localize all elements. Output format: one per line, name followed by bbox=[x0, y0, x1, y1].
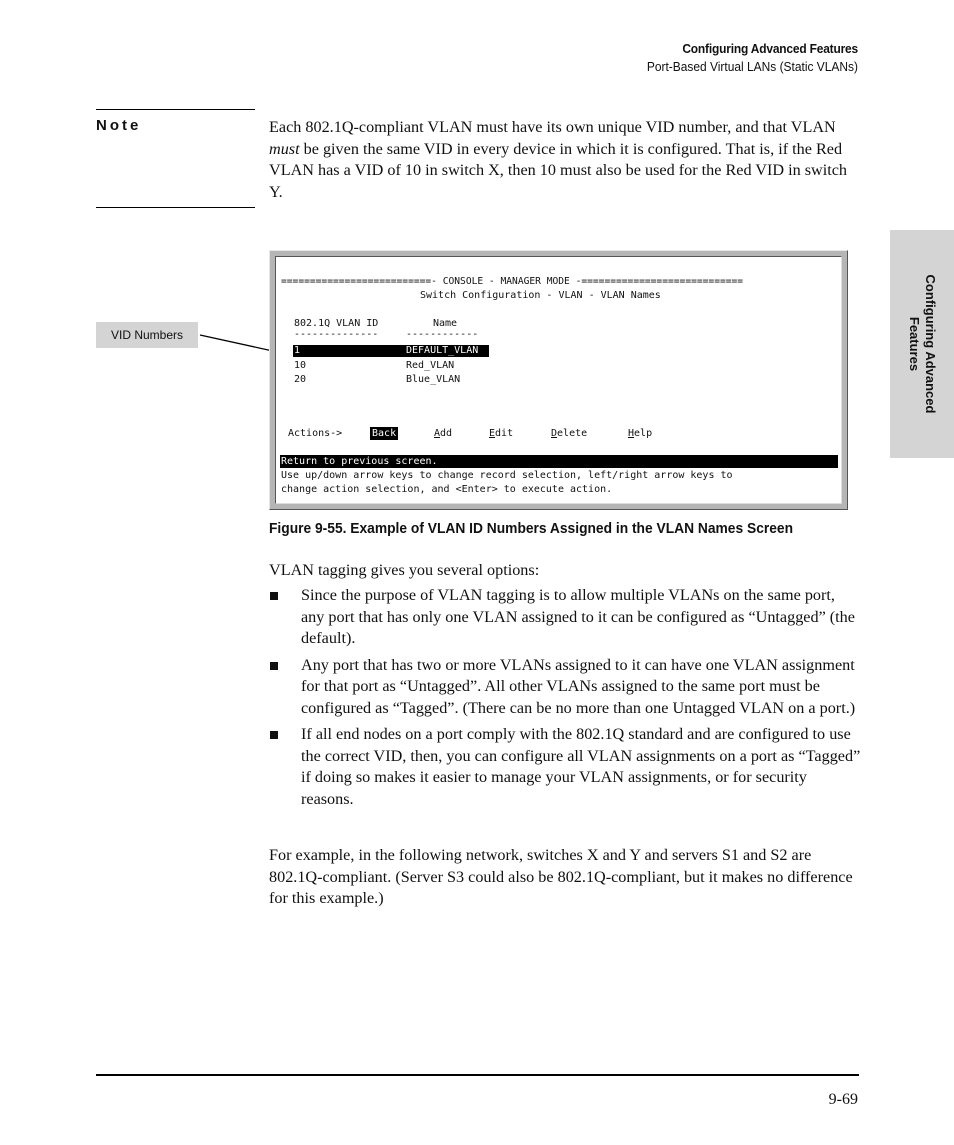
page-number: 9-69 bbox=[828, 1091, 858, 1108]
side-tab-line-1: Configuring Advanced bbox=[923, 274, 938, 414]
note-text-before: Each 802.1Q-compliant VLAN must have its own unique VID number, and that VLAN bbox=[269, 118, 836, 136]
console-subtitle: Switch Configuration - VLAN - VLAN Names bbox=[420, 290, 661, 301]
vlan-row-2-id[interactable]: 10 bbox=[294, 360, 307, 371]
action-delete-hotkey: D bbox=[551, 428, 558, 439]
note-text-emphasis: must bbox=[269, 139, 300, 158]
action-add-hotkey: A bbox=[434, 428, 441, 439]
action-help-button[interactable] bbox=[628, 427, 652, 441]
column-header-vlan-id: 802.1Q VLAN ID bbox=[294, 318, 379, 329]
intro-paragraph: VLAN tagging gives you several options: bbox=[269, 561, 540, 579]
help-line-2: change action selection, and <Enter> to execute action. bbox=[281, 484, 613, 495]
column-underline-name: ------------ bbox=[406, 329, 479, 340]
note-text bbox=[269, 117, 861, 203]
note-text-after: be given the same VID in every device in which it is configured. That is, if the Red VLAN has a VID of 10 in switch X, then 10 must also be used for the Red VID in switch Y. bbox=[269, 139, 848, 201]
list-item-text: Any port that has two or more VLANs assigned to it can have one VLAN assignment for that port as “Untagged”. All other VLANs assigned to the same port must be configured as “Tagged”. (There can be no more than one Untagged VLAN on a port.) bbox=[301, 655, 856, 717]
status-message: Return to previous screen. bbox=[281, 456, 438, 467]
action-edit-button[interactable] bbox=[489, 427, 513, 441]
list-item bbox=[269, 655, 861, 720]
list-item bbox=[269, 724, 861, 810]
list-item bbox=[269, 585, 861, 650]
action-help-hotkey: H bbox=[628, 428, 635, 439]
actions-label: Actions-> bbox=[288, 428, 343, 439]
vlan-row-3-name[interactable]: Blue_VLAN bbox=[406, 374, 461, 385]
note-label: Note bbox=[96, 117, 142, 134]
action-delete-rest: elete bbox=[557, 428, 588, 439]
footer-rule bbox=[96, 1074, 859, 1076]
action-help-rest: elp bbox=[634, 428, 653, 439]
figure-caption: Figure 9-55. Example of VLAN ID Numbers Assigned in the VLAN Names Screen bbox=[269, 520, 794, 537]
action-back-rest: ack bbox=[378, 428, 397, 439]
running-header-chapter: Configuring Advanced Features bbox=[682, 41, 858, 56]
column-header-name: Name bbox=[433, 318, 458, 329]
vlan-row-1-name[interactable]: DEFAULT_VLAN bbox=[406, 345, 479, 356]
action-edit-rest: dit bbox=[495, 428, 514, 439]
list-item-text: If all end nodes on a port comply with the 802.1Q standard and are configured to use the correct VID, then, you can configure all VLAN assignments on a port as “Tagged” if doing so makes it easier to manage your VLAN assignments, or for security reasons. bbox=[301, 725, 861, 808]
bullet-square-icon bbox=[270, 731, 278, 739]
side-tab-label bbox=[906, 244, 938, 444]
action-edit-hotkey: E bbox=[489, 428, 496, 439]
list-item-text: Since the purpose of VLAN tagging is to allow multiple VLANs on the same port, any port that has only one VLAN assigned to it can be configured as “Untagged” (the default). bbox=[301, 586, 855, 647]
action-add-button[interactable] bbox=[434, 427, 452, 441]
vid-numbers-callout: VID Numbers bbox=[96, 322, 198, 348]
help-line-1: Use up/down arrow keys to change record selection, left/right arrow keys to bbox=[281, 470, 733, 481]
note-top-rule bbox=[96, 109, 255, 110]
note-bottom-rule bbox=[96, 207, 255, 208]
chapter-side-tab bbox=[890, 230, 954, 458]
bullet-square-icon bbox=[270, 662, 278, 670]
action-delete-button[interactable] bbox=[551, 427, 587, 441]
example-paragraph: For example, in the following network, switches X and Y and servers S1 and S2 are 802.1Q-compliant. (Server S3 could also be 802.1Q-compliant, but it makes no difference for this example.) bbox=[269, 846, 853, 907]
side-tab-line-2: Features bbox=[907, 316, 922, 372]
action-back-hotkey: B bbox=[372, 428, 379, 439]
options-list bbox=[269, 585, 861, 815]
vlan-row-3-id[interactable]: 20 bbox=[294, 374, 307, 385]
bullet-square-icon bbox=[270, 592, 278, 600]
action-back-button[interactable] bbox=[370, 427, 398, 440]
vlan-row-1-id[interactable]: 1 bbox=[294, 345, 301, 356]
vlan-row-2-name[interactable]: Red_VLAN bbox=[406, 360, 455, 371]
console-screenshot-frame bbox=[269, 250, 848, 510]
column-underline-vlan-id: -------------- bbox=[294, 329, 379, 340]
action-add-rest: dd bbox=[440, 428, 453, 439]
console-banner: ==========================- CONSOLE - MANAGER MODE -============================ bbox=[281, 276, 744, 287]
console-screen bbox=[275, 256, 842, 504]
running-header-section: Port-Based Virtual LANs (Static VLANs) bbox=[646, 59, 858, 74]
